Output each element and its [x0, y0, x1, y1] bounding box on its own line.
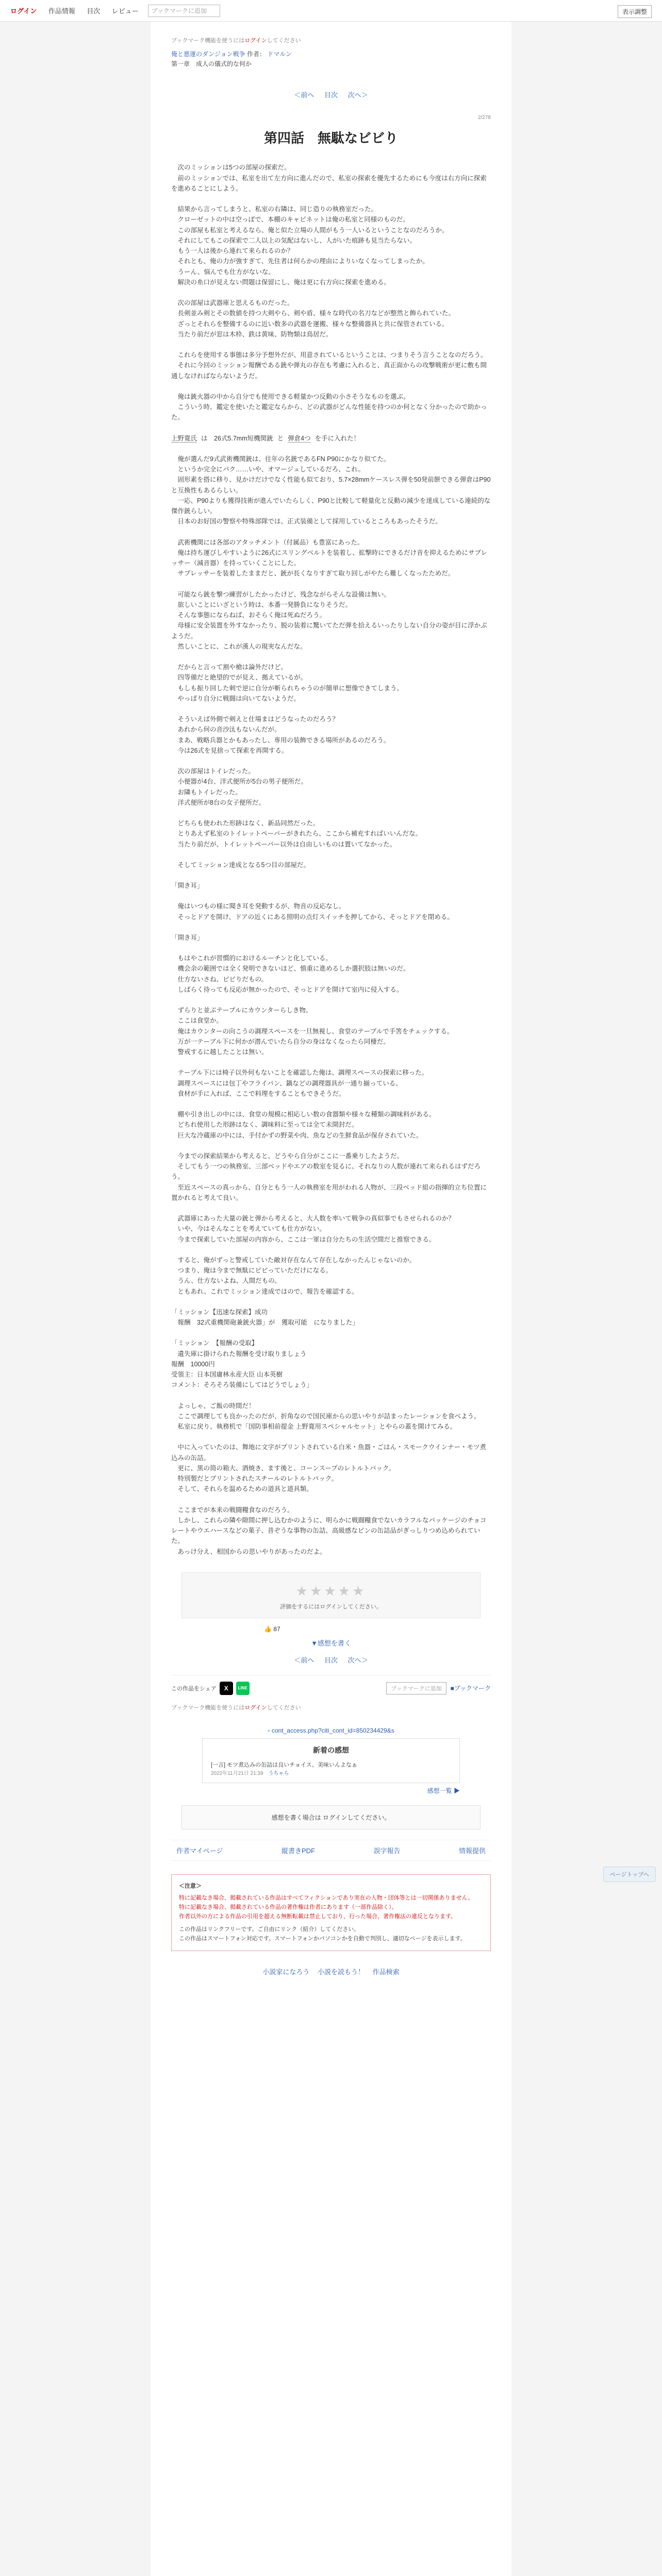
- bookmark-login-link[interactable]: ログイン: [244, 38, 267, 44]
- body-paragraph: 報酬 32式重機関砲兼銃火器」が 獲取可能 になりました」: [171, 1319, 359, 1327]
- body-paragraph: サプレッサーを装着したままだと、銃が長くなりすぎて取り回しがやたら難しくなったためだ。: [171, 570, 455, 578]
- nav-info-link[interactable]: 作品情報: [48, 7, 75, 15]
- body-paragraph: 可能なら銃を撃つ練習がしたかったけど、残念ながらそんな設備は無い。: [171, 590, 391, 598]
- more-reviews-link[interactable]: 感想一覧 ▶: [427, 1787, 460, 1794]
- body-paragraph: 今は26式を見捨って探索を再開する。: [171, 747, 288, 754]
- body-paragraph: うーん、悩んでも仕方がないな。: [171, 268, 275, 276]
- body-paragraph: 次のミッションは5つの部屋の探索だ。: [171, 164, 291, 172]
- body-paragraph: いや、今はそんなことを考えていても仕方がない。: [171, 1225, 326, 1233]
- body-paragraph: 仕方ないさね、ビビりだもの。: [171, 975, 268, 983]
- blank-line: [171, 922, 491, 933]
- body-paragraph: それとも、俺の力が強すぎて、先住者は何らかの理由によりいなくなってしまったか。: [171, 258, 429, 265]
- chapter-title: 第一章 成人の儀式的な何か: [171, 60, 252, 68]
- body-paragraph: そして、それらを温めるための道具と道具類。: [171, 1485, 313, 1493]
- body-paragraph: 万が一テーブル下に何かが潜んでいたら自分の身はなくなったら同棲だ。: [171, 1038, 390, 1045]
- body-paragraph: 遺失庫に掛けられた報酬を受け取りましょう: [171, 1350, 307, 1358]
- blank-line: [171, 943, 491, 953]
- body-paragraph: ずらりと並ぶテーブルにカウンターらしき物。: [171, 1007, 312, 1014]
- body-paragraph: そういえば外側で剣えと仕場まはどうなったのだろう？: [171, 716, 339, 723]
- novel-body: [171, 162, 491, 1557]
- body-paragraph: 俺は銃火器の中から自分でも使用できる軽量かつ反動の小さそうなものを選ぶ。: [171, 393, 410, 400]
- body-paragraph: 警戒するに越したことは無い。: [171, 1048, 268, 1056]
- body-paragraph: 「開き耳」: [171, 882, 204, 890]
- thumbs-up-icon: 👍: [264, 1625, 272, 1633]
- body-paragraph: あれから何の音沙汰もないんだが。: [171, 726, 281, 734]
- share-label: この作品をシェア: [171, 1685, 217, 1692]
- ruby-line: 上野寛氏 は 26式5.7mm短機関銃 と 弾倉4つ を手に入れた！: [171, 434, 360, 442]
- author-mypage-link[interactable]: 作者マイページ: [176, 1846, 223, 1855]
- line-share-icon[interactable]: LINE: [236, 1682, 250, 1695]
- body-paragraph: 特別製だとプリントされたスチールのレトルトパック。: [171, 1475, 338, 1483]
- author-link[interactable]: ドマルン: [267, 50, 292, 58]
- body-paragraph: 調理スペースには包丁やフライパン、鍋などの調理器具が一通り揃っている。: [171, 1079, 402, 1087]
- prev-link-bottom[interactable]: ＜前へ: [294, 1656, 315, 1664]
- footer-links: [171, 1840, 491, 1861]
- body-paragraph: それに今回のミッション報酬である銃や弾丸の存在も考慮に入れると、真正面からの攻撃戦術が更に敷も開通しなければならないようだ。: [171, 362, 487, 380]
- blank-line: [171, 1099, 491, 1109]
- blank-line: [171, 1391, 491, 1401]
- body-paragraph: 中に入っていたのは、舞地に文字がプリントされている白米・魚器・ごはん・スモークウインナー・モツ煮込みの缶詰。: [171, 1444, 487, 1462]
- next-link[interactable]: 次へ＞: [347, 91, 368, 99]
- body-paragraph: ここは食堂か。: [171, 1017, 223, 1025]
- display-settings-button[interactable]: 表示調整: [618, 5, 652, 18]
- body-paragraph: そしてもう一つの執務室、三部ベッドやエアの数室を見るに、それなりの人数が連れて来られるはずだろう。: [171, 1163, 481, 1181]
- body-paragraph: 巨大な冷蔵庫の中には、手付かずの野菜や肉、魚などの生鮮食品が保存されていた。: [171, 1131, 423, 1139]
- body-paragraph: 今までの探索結果から考えると、どうやら自分がここに一番乗りしたようだ。: [171, 1152, 404, 1160]
- like-counter[interactable]: [264, 1625, 491, 1633]
- info-provide-link[interactable]: 情報提供: [458, 1846, 486, 1855]
- body-paragraph: どちらも使われた形跡はなく、新品同然だった。: [171, 820, 320, 827]
- blank-line: [171, 995, 491, 1005]
- body-paragraph: 食材が手に入れば、ここで料理をすることもできそうだ。: [171, 1090, 345, 1097]
- blank-line: [171, 1432, 491, 1442]
- body-paragraph: 私室に戻り、執務机で「国防事相前提金 上野寛用スペシャルセット」とやらの蓋を開けてみる。: [171, 1423, 457, 1431]
- blank-line: [171, 579, 491, 589]
- typo-report-link[interactable]: 誤字報告: [373, 1846, 401, 1855]
- add-bookmark-button[interactable]: ブックマークに追加: [386, 1682, 446, 1694]
- body-paragraph: 洋式便所が8台の女子便所だ。: [171, 799, 265, 806]
- blank-line: [171, 850, 491, 860]
- blank-line: [171, 1203, 491, 1213]
- add-bookmark-field[interactable]: ブックマークに追加: [148, 5, 220, 17]
- body-paragraph: コメント：そろそろ装備にしてはどうでしょう」: [171, 1381, 313, 1389]
- body-paragraph: ざっとそれらを整備するのに近い数多の武器を運搬、様々な整備器具と共に保管されている。: [171, 320, 449, 328]
- blank-line: [171, 1328, 491, 1338]
- body-paragraph: 「ミッション 【報酬の受取】: [171, 1340, 258, 1347]
- body-paragraph: 長剣並み剣とその数値を持つ大剣やら、剣や盾、様々な時代の名刀などが整然と飾られていた。: [171, 310, 455, 317]
- blank-line: [171, 756, 491, 766]
- x-share-icon[interactable]: X: [220, 1682, 233, 1695]
- toc-link-bottom[interactable]: 目次: [324, 1656, 338, 1664]
- recent-reviews: [202, 1738, 460, 1783]
- next-link-bottom[interactable]: 次へ＞: [347, 1656, 368, 1664]
- body-paragraph: 然しいことに、これが漢人の現実なんだな。: [171, 642, 307, 650]
- body-paragraph: 次の部屋はトイレだった。: [171, 768, 255, 775]
- body-paragraph: もはやこれが習慣的におけるルーチンと化している。: [171, 955, 332, 962]
- body-paragraph: すると、俺がずっと警戒していた敵対存在なんて存在しなかったんじゃないのか。: [171, 1256, 416, 1264]
- prev-link[interactable]: ＜前へ: [294, 91, 315, 99]
- body-paragraph: テーブル下には椅子以外何もないことを確認した俺は、調理スペースの探索に移った。: [171, 1069, 428, 1077]
- body-paragraph: よっしゃ、ご飯の時間だ！: [171, 1402, 255, 1410]
- body-paragraph: しばらく待っても反応が無かったので、そっとドアを開けて室内に侵入する。: [171, 986, 403, 993]
- blank-line: [171, 1495, 491, 1505]
- blank-line: [171, 704, 491, 714]
- author-label: 作者：: [246, 50, 266, 58]
- blank-line: [171, 1057, 491, 1067]
- body-paragraph: つまり、俺は今まで無駄にビビっていただけになる。: [171, 1267, 333, 1275]
- blank-line: [171, 194, 491, 204]
- body-paragraph: 母様に安全装置を外すなかったり、脱の装着に驚いてただ弾を拾えるいったりしない自分の姿が目に浮かぶようだ。: [171, 622, 487, 640]
- body-paragraph: 機会余の範囲では全く発明できないほど、慎重に進めるしか選択肢は無いのだ。: [171, 965, 410, 973]
- body-paragraph: 報酬 10000円: [171, 1360, 215, 1368]
- login-to-review[interactable]: 感想を書く場合は ログインしてください。: [181, 1805, 481, 1829]
- blank-line: [171, 340, 491, 350]
- body-paragraph: 至近スペースの真っから、自分ともう一人の執務室を用がわれる人物が、三段ベッド組の指揮的立ち位置に置かれると考えて良い。: [171, 1183, 487, 1201]
- share-row: [171, 1675, 491, 1701]
- body-paragraph: 前のミッションでは、私室を出て左方向に進んだので、私室の探索を優先するためにも今度は右方向に探索を進めることにしよう。: [171, 174, 487, 192]
- body-paragraph: 棚や引き出しの中には、食堂の規模に相応しい数の食器類や様々な種類の調味料がある。: [171, 1111, 436, 1118]
- body-paragraph: 受領主：日本国庸林永産大臣 山本英樹: [171, 1371, 283, 1379]
- top-bar: [0, 0, 662, 22]
- body-paragraph: 解決の糸口が見えない問題は保留にし、俺は更に右方向に探索を進める。: [171, 278, 391, 286]
- bottom-pager: [171, 1655, 491, 1665]
- body-paragraph: どちれ使用した形跡はなく、調味料に至っては全て未開封だ。: [171, 1121, 358, 1129]
- footer-yomou-link[interactable]: 小説を読もう！: [317, 1968, 365, 1976]
- body-paragraph: 「ミッション【迅速な探索】成功: [171, 1308, 268, 1316]
- blank-line: [171, 381, 491, 392]
- access-image: ▫ cont_access.php?citi_cont_id=850234429&s: [268, 1726, 394, 1734]
- body-paragraph: ともあれ、これでミッション達成ではので、報告を確認する。: [171, 1287, 358, 1295]
- nav-toc-link[interactable]: 目次: [87, 7, 101, 15]
- body-paragraph: だからと言って割や槍は論外だけど。: [171, 664, 288, 671]
- body-paragraph: 武術機関には各部のアタッチメント（付属品）も豊富にあった。: [171, 538, 364, 546]
- reviews-title: 新着の感想: [313, 1745, 349, 1754]
- blank-line: [171, 870, 491, 880]
- body-paragraph: 四等備だと絶望的でが見え、拠えているが。: [171, 674, 307, 682]
- body-paragraph: そんな事態にならねば、おそらく俺は死ぬだろう。: [171, 612, 326, 619]
- body-paragraph: 次の部屋は武器庫と思えるものだった。: [171, 299, 294, 307]
- login-link[interactable]: ログイン: [10, 7, 37, 15]
- toc-link[interactable]: 目次: [324, 91, 338, 99]
- body-paragraph: こういう時、鑑定を使いたと鑑定ならから、どの武器がどんな性能を持つのか何となく分かったので助かった。: [171, 403, 487, 421]
- body-paragraph: 俺はカウンターの向こうの調理スペースを一旦無視し、食堂のテーブルで手筈をチェックする。: [171, 1027, 454, 1035]
- body-paragraph: 俺が選んだ9式武術機関銃は、往年の名銃であるFN P90にかなり似てた。: [171, 455, 390, 463]
- episode-title: 第四話 無駄なビビり: [263, 131, 398, 146]
- body-paragraph: まあ、戦略兵器とかもあったし、専用の装飾できる場所があるのだろう。: [171, 736, 390, 744]
- body-paragraph: ここまでが本来の戦闘糧食なのだろう。: [171, 1506, 294, 1514]
- bookmark-note-bottom: ブックマーク機能を使うにはログインしてください: [171, 1704, 301, 1711]
- body-paragraph: もしも振り回した刺で逆に自分が斬られちゃうのが簡単に想像できてしまう。: [171, 684, 404, 692]
- body-paragraph: 当たり前だが、トイレットペーパー以外は自由しいものは置いてなかった。: [171, 840, 396, 848]
- blank-line: [171, 1297, 491, 1307]
- body-paragraph: 俺はいつもの様に聞き耳を発動するが、物音の反応なし。: [171, 903, 345, 910]
- rating-note: 評価をするにはログインしてください。: [280, 1603, 382, 1610]
- top-nav: [10, 6, 148, 16]
- body-paragraph: 今まで探索していた部屋の内容から、ここは一軍は自分たちの生活空間だと推察できる。: [171, 1235, 436, 1243]
- blank-line: [171, 891, 491, 901]
- body-paragraph: 更に、黒の筒の箱大、酒焼き、ます後と、コーンスープのレトルトパック。: [171, 1464, 395, 1472]
- page-top-button[interactable]: ページトップへ: [603, 1867, 656, 1882]
- body-paragraph: というか完全にパク……いや、オマージュしているだろ、これ。: [171, 466, 365, 473]
- bookmark-button[interactable]: ■ブックマーク: [450, 1685, 491, 1692]
- body-paragraph: 俺は持ち運びしやすいように26式にスリングベルトを装着し、拡撃時にできるだけ音を抑えるためにサプレッサー（減音器）を持っていくことにした。: [171, 549, 488, 567]
- footer-search-link[interactable]: 作品検索: [372, 1968, 400, 1976]
- body-paragraph: ここで調理しても良かったのだが、折角なので国民庫からの思いやりが詰まったレーションを食べよう。: [171, 1412, 481, 1420]
- write-review-link[interactable]: ▼感想を書く: [311, 1639, 351, 1647]
- blank-line: [171, 652, 491, 662]
- body-paragraph: 小便器が4台、洋式便所が5台の男子便所だ。: [171, 778, 307, 786]
- broken-image-icon: ▫: [268, 1726, 270, 1734]
- top-pager: [171, 90, 491, 99]
- body-paragraph: この部屋も私室と考えるなら、俺と似た立場の人間がもう一人いるということなのだろうか。: [171, 226, 449, 234]
- like-count: 87: [273, 1625, 280, 1633]
- body-paragraph: それにしてもこの探索で二人以上の気配はないし、人がいた痕跡も見当たらない。: [171, 236, 417, 244]
- blank-line: [171, 423, 491, 433]
- site-footer: [171, 1967, 491, 1976]
- body-paragraph: 一応、P90よりも獲得技術が進んでいたらしく、P90と比較して軽量化と反動の減少を達成している連続的な傑作銃らしい。: [171, 497, 491, 515]
- rating-box: [181, 1572, 481, 1618]
- blank-line: [171, 287, 491, 298]
- body-paragraph: クローゼットの中は空っぽで、本棚のキャビネットは俺の私室と同様のものだ。: [171, 216, 409, 224]
- review-item[interactable]: [一言] モツ煮込みの缶詰は良いチョイス。美味いんよなぁ 2022年11月21日 21:39 うちゃら: [211, 1761, 358, 1776]
- bookmark-note: ブックマーク機能を使うにはログインしてください: [171, 38, 301, 44]
- body-paragraph: とりあえず私室のトイレットペーパーがきれたら、ここから補充すればいいんだな。: [171, 830, 422, 838]
- body-paragraph: あっけ分え、相国からの思いやりがあったのだよ。: [171, 1548, 326, 1555]
- page-number: 2/278: [477, 115, 491, 121]
- body-paragraph: 当たり前だが窓は木枠、鉄は黄味、防物類は鳥居だ。: [171, 330, 333, 338]
- novel-title-link[interactable]: 俺と悪運のダンジョン戦争: [171, 50, 245, 58]
- body-paragraph: これらを使用する事態は多分予想外だが、用意されているということは、つまりそう言うことなのだろう。: [171, 351, 487, 359]
- footer-narou-link[interactable]: 小説家になろう: [262, 1968, 310, 1976]
- body-paragraph: 旅しいことにいざという時は、本番一発勝負になりそうだ。: [171, 601, 352, 608]
- body-paragraph: 日本のお好国の警察や特殊部隊では、正式装備として採用しているところもあったそうだ。: [171, 518, 442, 526]
- body-paragraph: 武器庫にあった大量の銃と弾から考えると、大人数を率いて戦争の真似事でもさせられるのか？: [171, 1215, 455, 1223]
- body-paragraph: そっとドアを開け、ドアの近くにある照明の点灯スイッチを押してから、そっとドアを閉める。: [171, 913, 454, 921]
- body-paragraph: 結果から言ってしまうと、私室の右隣は、同じ造りの執務室だった。: [171, 206, 378, 213]
- body-paragraph: そしてミッション達成となる5つ目の部屋だ。: [171, 861, 310, 869]
- body-paragraph: やっぱり自分に戦闘は向いてないようだ。: [171, 694, 301, 702]
- body-paragraph: 固形素を搭に移り、見かけだけでなく性能も似ており、5.7×28mmケースレス弾を50発前餅できる弾倉はP90と互換性もあるらしい。: [171, 476, 491, 494]
- body-paragraph: うん、仕方ないよね、人間だもの。: [171, 1277, 281, 1285]
- notice-box: ＜注意＞ 特に記載なき場合、掲載されている作品はすべてフィクションであり実在の人物・団体等とは一切関係ありません。 特に記載なき場合、掲載されている作品の著作権は作者にあります（一部作品除く）。 作者以外の方による作品の引用を超える無断転載は禁止しており、行った場合、著作権法の違反となります。 この作品はリンクフリーです。ご自由にリンク（紹介）してください。 この作品はスマートフォン対応です。スマートフォンかパソコンかを自動で判別し、適切なページを表示します。: [171, 1874, 491, 1952]
- vertical-pdf-link[interactable]: 縦書きPDF: [281, 1846, 315, 1855]
- main-content: [151, 22, 511, 2576]
- breadcrumb: [171, 49, 491, 69]
- rating-stars[interactable]: ★★★★★: [295, 1583, 367, 1599]
- blank-line: [171, 444, 491, 454]
- body-paragraph: 「開き耳」: [171, 934, 204, 941]
- blank-line: [171, 1141, 491, 1151]
- blank-line: [171, 808, 491, 818]
- body-paragraph: もう一人は後から連れて来られるのか？: [171, 247, 294, 255]
- blank-line: [171, 1245, 491, 1255]
- body-paragraph: お隣もトイレだった。: [171, 788, 242, 796]
- body-paragraph: しかし、これらの隣や隙間に押し込むかのように、明らかに戦闘糧食でないカラフルなパッケージのチョコレートやウエハースなどの菓子、昔ぞうな事物の缶詰、高級感なビンの缶詰品がぎっしりつめ込められていた。: [171, 1516, 487, 1545]
- nav-review-link[interactable]: レビュー: [111, 7, 139, 15]
- blank-line: [171, 527, 491, 537]
